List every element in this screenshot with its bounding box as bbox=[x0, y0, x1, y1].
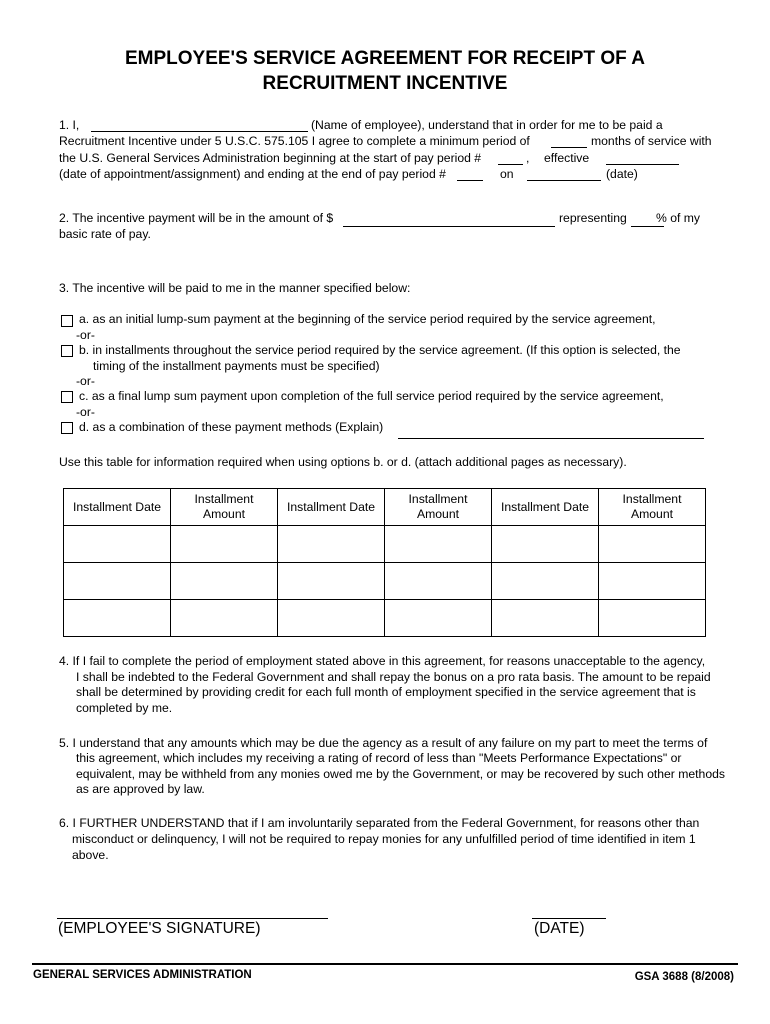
installment-amount-cell[interactable] bbox=[599, 563, 706, 600]
incentive-amount-field[interactable] bbox=[343, 226, 555, 227]
option-d-text: d. as a combination of these payment methods (Explain) bbox=[79, 420, 384, 434]
signature-label: (EMPLOYEE'S SIGNATURE) bbox=[58, 920, 261, 937]
item1-line2-text: Recruitment Incentive under 5 U.S.C. 575.105 I agree to complete a minimum period of bbox=[59, 134, 530, 148]
installment-date-cell[interactable] bbox=[64, 563, 171, 600]
item5-line4: as are approved by law. bbox=[76, 782, 205, 796]
item3-intro: 3. The incentive will be paid to me in the manner specified below: bbox=[59, 281, 411, 295]
item5-line3: equivalent, may be withheld from any monies owed me by the Government, or may be recovered by such other methods bbox=[76, 767, 725, 781]
item1-line3-comma: , bbox=[526, 151, 530, 165]
footer-agency: GENERAL SERVICES ADMINISTRATION bbox=[33, 969, 252, 981]
item2-line1-text: 2. The incentive payment will be in the amount of $ bbox=[59, 211, 334, 225]
installment-amount-cell[interactable] bbox=[599, 600, 706, 637]
installment-amount-cell[interactable] bbox=[171, 526, 278, 563]
item6-line1: 6. I FURTHER UNDERSTAND that if I am involuntarily separated from the Federal Government, for reasons other than bbox=[59, 816, 700, 830]
percent-rate-field[interactable] bbox=[631, 226, 664, 227]
end-date-field[interactable] bbox=[527, 180, 601, 181]
item1-label: 1. I, bbox=[59, 118, 80, 132]
item6-line2: misconduct or delinquency, I will not be required to repay monies for any unfulfilled period of time identified in item 1 bbox=[72, 832, 696, 846]
date-label: (DATE) bbox=[534, 920, 585, 937]
installment-date-cell[interactable] bbox=[64, 600, 171, 637]
item5-line2: this agreement, which includes my receiving a rating of record of less than "Meets Performance Expectations" or bbox=[76, 751, 682, 765]
form-title-line-1: EMPLOYEE'S SERVICE AGREEMENT FOR RECEIPT OF A bbox=[124, 48, 646, 69]
installment-amount-cell[interactable] bbox=[171, 563, 278, 600]
option-c-checkbox[interactable] bbox=[61, 391, 73, 403]
item1-line3-text: the U.S. General Services Administration beginning at the start of pay period # bbox=[59, 151, 482, 165]
item4-line1: 4. If I fail to complete the period of employment stated above in this agreement, for reasons unacceptable to the agency, bbox=[59, 654, 706, 668]
installment-date-cell[interactable] bbox=[278, 563, 385, 600]
item2-percent-label: % of my bbox=[656, 211, 701, 225]
table-row bbox=[64, 563, 706, 600]
item4-line3: shall be determined by providing credit for each full month of employment specified in the service agreement that is bbox=[76, 685, 696, 699]
effective-date-field[interactable] bbox=[606, 164, 679, 165]
header-installment-date: Installment Date bbox=[278, 489, 385, 526]
item5-line1: 5. I understand that any amounts which may be due the agency as a result of any failure on my part to meet the terms of bbox=[59, 736, 708, 750]
header-installment-amount: Installment Amount bbox=[599, 489, 706, 526]
header-installment-date: Installment Date bbox=[64, 489, 171, 526]
installment-date-cell[interactable] bbox=[492, 563, 599, 600]
item4-line2: I shall be indebted to the Federal Government and shall repay the bonus on a pro rata basis. The amount to be repaid bbox=[76, 670, 711, 684]
option-c-text: c. as a final lump sum payment upon completion of the full service period required by the service agreement, bbox=[79, 389, 664, 403]
footer-form-number: GSA 3688 (8/2008) bbox=[634, 971, 734, 983]
employee-signature-field[interactable] bbox=[57, 918, 328, 919]
item1-effective-label: effective bbox=[544, 151, 590, 165]
table-row bbox=[64, 600, 706, 637]
item2-line2-text: basic rate of pay. bbox=[59, 227, 151, 241]
option-a-checkbox[interactable] bbox=[61, 315, 73, 327]
table-instructions: Use this table for information required when using options b. or d. (attach additional pages as necessary). bbox=[59, 455, 627, 469]
item2-representing-label: representing bbox=[559, 211, 627, 225]
form-title-line-2: RECRUITMENT INCENTIVE bbox=[262, 73, 508, 94]
installment-date-cell[interactable] bbox=[278, 526, 385, 563]
end-pay-period-field[interactable] bbox=[457, 180, 483, 181]
item1-on-label: on bbox=[500, 167, 514, 181]
or-separator-1: -or- bbox=[76, 328, 95, 342]
table-row bbox=[64, 526, 706, 563]
installment-amount-cell[interactable] bbox=[171, 600, 278, 637]
item4-line4: completed by me. bbox=[76, 701, 173, 715]
option-b-continuation: timing of the installment payments must be specified) bbox=[93, 359, 380, 373]
installment-amount-cell[interactable] bbox=[385, 563, 492, 600]
item1-line2-end: months of service with bbox=[591, 134, 712, 148]
or-separator-2: -or- bbox=[76, 374, 95, 388]
installment-table bbox=[63, 488, 706, 637]
installment-date-cell[interactable] bbox=[492, 526, 599, 563]
months-of-service-field[interactable] bbox=[551, 147, 587, 148]
installment-amount-cell[interactable] bbox=[385, 600, 492, 637]
header-installment-amount: Installment Amount bbox=[171, 489, 278, 526]
option-a-text: a. as an initial lump-sum payment at the beginning of the service period required by the service agreement, bbox=[79, 312, 656, 326]
installment-amount-cell[interactable] bbox=[599, 526, 706, 563]
signature-date-field[interactable] bbox=[532, 918, 606, 919]
or-separator-3: -or- bbox=[76, 405, 95, 419]
option-b-checkbox[interactable] bbox=[61, 345, 73, 357]
installment-date-cell[interactable] bbox=[64, 526, 171, 563]
header-installment-amount: Installment Amount bbox=[385, 489, 492, 526]
installment-table-header bbox=[64, 489, 706, 526]
option-b-text: b. in installments throughout the service period required by the service agreement. (If this option is selected, the bbox=[79, 343, 681, 357]
header-installment-date: Installment Date bbox=[492, 489, 599, 526]
installment-date-cell[interactable] bbox=[278, 600, 385, 637]
footer-rule bbox=[32, 963, 738, 965]
employee-name-field[interactable] bbox=[91, 131, 308, 132]
installment-date-cell[interactable] bbox=[492, 600, 599, 637]
item6-line3: above. bbox=[72, 848, 109, 862]
item1-name-hint: (Name of employee), understand that in order for me to be paid a bbox=[311, 118, 663, 132]
item1-date-label: (date) bbox=[606, 167, 638, 181]
installment-amount-cell[interactable] bbox=[385, 526, 492, 563]
option-d-explain-field[interactable] bbox=[398, 438, 704, 439]
item1-line4-text: (date of appointment/assignment) and ending at the end of pay period # bbox=[59, 167, 446, 181]
start-pay-period-field[interactable] bbox=[498, 164, 523, 165]
option-d-checkbox[interactable] bbox=[61, 422, 73, 434]
